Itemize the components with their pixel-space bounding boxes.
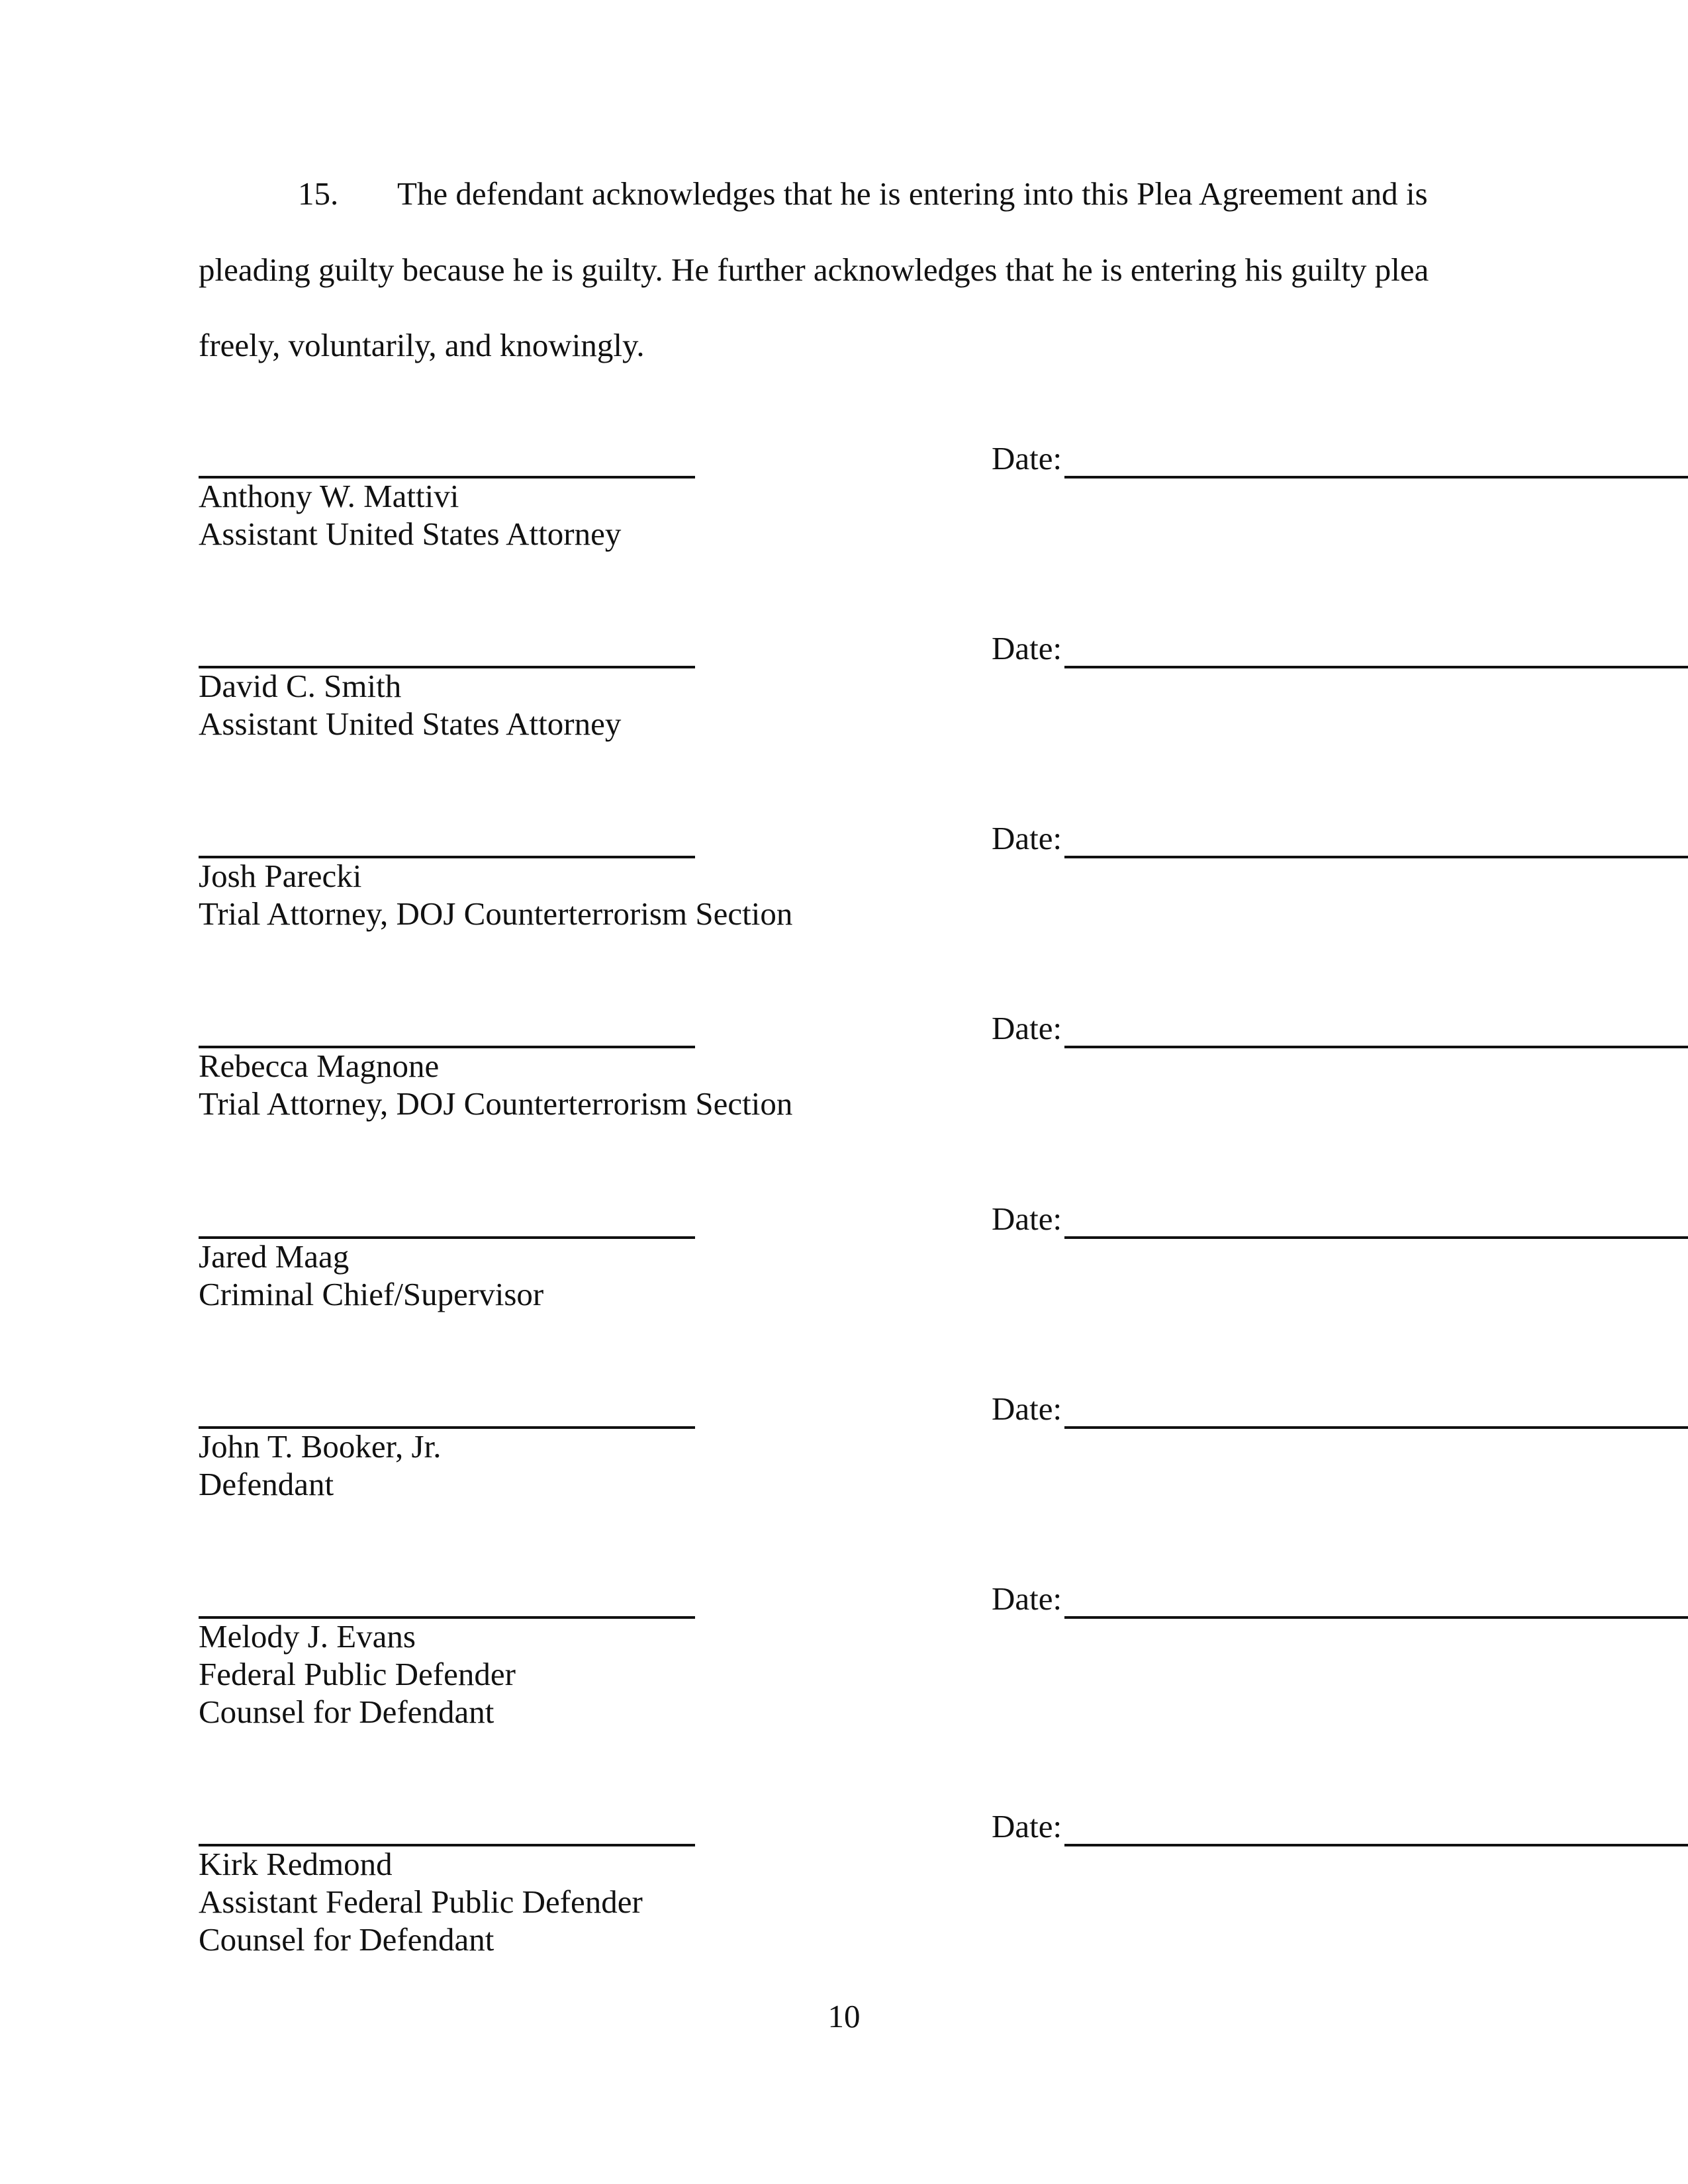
paragraph-line-2: pleading guilty because he is guilty. He further acknowledges that he is entering his guilty plea: [199, 251, 1429, 288]
signatory-name: Melody J. Evans: [199, 1618, 416, 1655]
date-label: Date:: [992, 820, 1062, 856]
date-label: Date:: [992, 440, 1062, 477]
signatory-title: Assistant United States Attorney: [199, 705, 622, 742]
date-line[interactable]: [1064, 1046, 1688, 1048]
signatory-title-2: Counsel for Defendant: [199, 1694, 494, 1730]
date-label: Date:: [992, 1580, 1062, 1617]
date-line[interactable]: [1064, 666, 1688, 668]
signatory-title: Defendant: [199, 1466, 334, 1502]
signatory-name: Josh Parecki: [199, 858, 362, 894]
date-line[interactable]: [1064, 1844, 1688, 1846]
date-label: Date:: [992, 630, 1062, 666]
date-label: Date:: [992, 1390, 1062, 1427]
date-label: Date:: [992, 1010, 1062, 1046]
date-line[interactable]: [1064, 1236, 1688, 1239]
signatory-name: Rebecca Magnone: [199, 1048, 440, 1084]
signatory-title: Trial Attorney, DOJ Counterterrorism Section: [199, 1085, 793, 1122]
signatory-name: David C. Smith: [199, 668, 402, 704]
page-number: 10: [827, 1998, 861, 2034]
date-line[interactable]: [1064, 1426, 1688, 1429]
signatory-title: Criminal Chief/Supervisor: [199, 1276, 544, 1312]
signatory-title: Trial Attorney, DOJ Counterterrorism Section: [199, 895, 793, 932]
date-label: Date:: [992, 1201, 1062, 1237]
signatory-name: Anthony W. Mattivi: [199, 478, 459, 514]
signatory-title: Assistant United States Attorney: [199, 516, 622, 552]
paragraph-text-line-1: The defendant acknowledges that he is entering into this Plea Agreement and is: [397, 175, 1428, 212]
date-line[interactable]: [1064, 1616, 1688, 1619]
paragraph-line-3: freely, voluntarily, and knowingly.: [199, 327, 645, 363]
signatory-title: Federal Public Defender: [199, 1656, 516, 1692]
signatory-name: John T. Booker, Jr.: [199, 1428, 442, 1465]
signatory-name: Kirk Redmond: [199, 1846, 393, 1882]
date-line[interactable]: [1064, 476, 1688, 478]
date-label: Date:: [992, 1808, 1062, 1844]
signatory-name: Jared Maag: [199, 1238, 350, 1275]
date-line[interactable]: [1064, 856, 1688, 858]
paragraph-number: 15.: [298, 175, 339, 212]
signatory-title: Assistant Federal Public Defender: [199, 1884, 643, 1920]
signatory-title-2: Counsel for Defendant: [199, 1921, 494, 1958]
